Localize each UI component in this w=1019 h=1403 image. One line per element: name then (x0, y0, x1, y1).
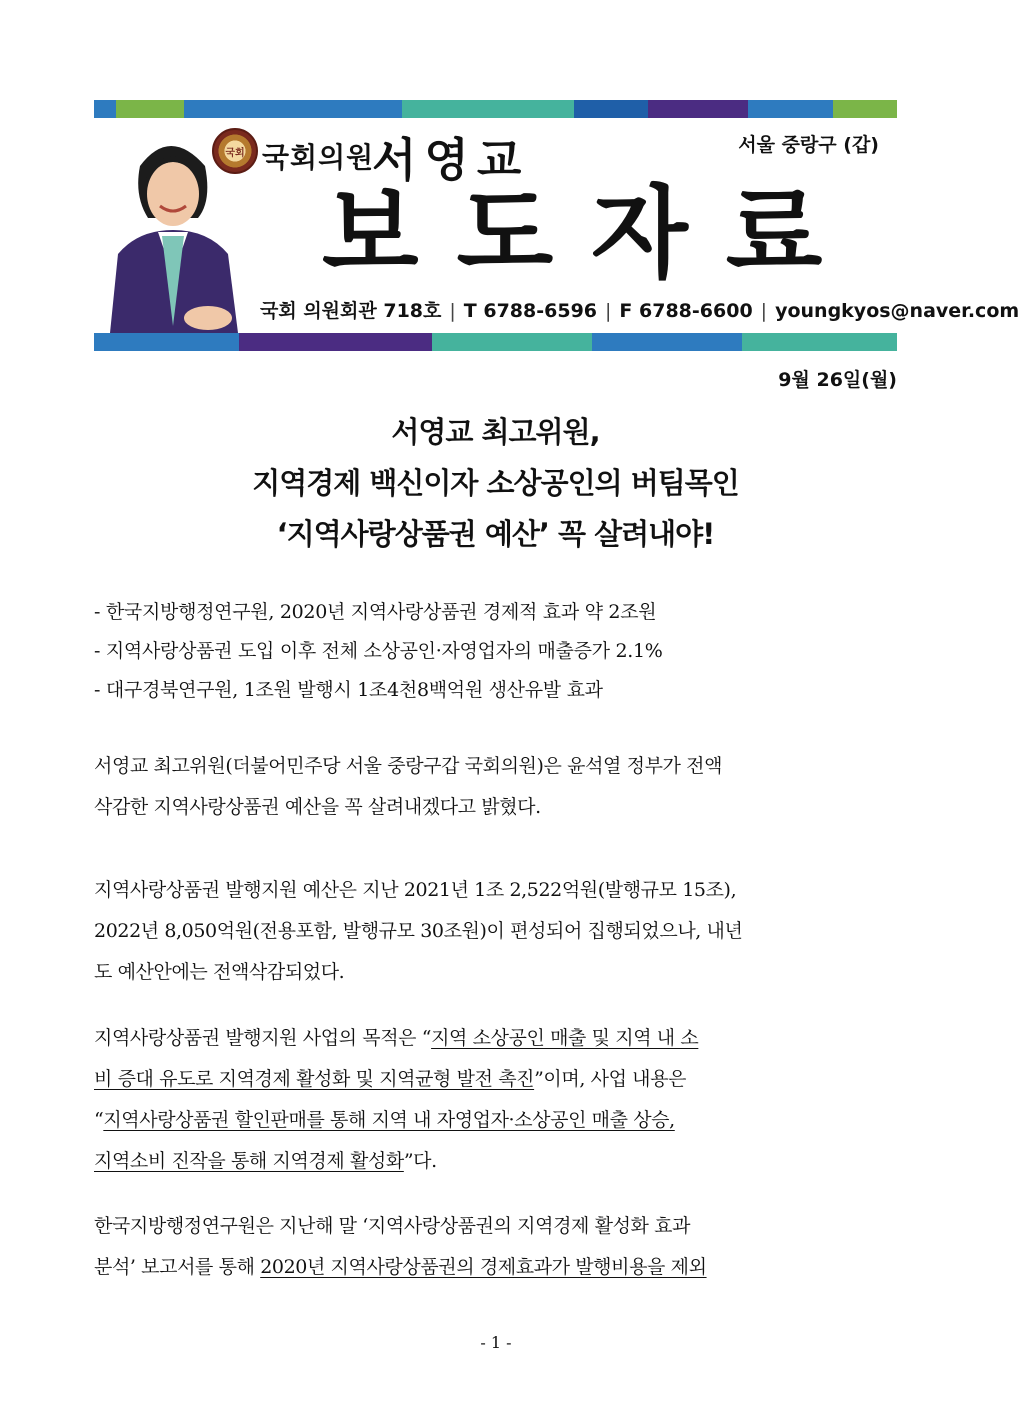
headline-line-2: 지역경제 백신이자 소상공인의 버팀목인 (252, 466, 739, 500)
paragraph-2 (94, 870, 897, 993)
bullet-item: - 한국지방행정연구원, 2020년 지역사랑상품권 경제적 효과 약 2조원 (94, 601, 657, 623)
separator: | (760, 300, 768, 322)
text-segment: “ (94, 1109, 104, 1131)
underlined-segment: 2020년 지역사랑상품권의 경제효과가 발행비용을 제외 (260, 1256, 707, 1278)
text-segment: 분석’ 보고서를 통해 (94, 1256, 261, 1278)
paragraph-line (94, 1141, 897, 1182)
email: youngkyos@naver.com (775, 300, 1019, 322)
member-label: 국회의원 (262, 141, 375, 174)
bullet-item: - 지역사랑상품권 도입 이후 전체 소상공인·자영업자의 매출증가 2.1% (94, 640, 663, 662)
press-release-title: 보도자료 (322, 175, 861, 292)
page-number: - 1 - (480, 1333, 512, 1352)
paragraph-line: 지역사랑상품권 발행지원 예산은 지난 2021년 1조 2,522억원(발행규모 15조), (94, 879, 737, 901)
headline-line-3: ‘지역사랑상품권 예산’ 꼭 살려내야! (276, 517, 715, 551)
office-address: 국회 의원회관 718호 (260, 300, 442, 322)
paragraph-line (94, 1247, 897, 1288)
paragraph-line (94, 1100, 897, 1141)
underlined-segment: 비 증대 유도로 지역경제 활성화 및 지역균형 발전 촉진 (94, 1068, 535, 1090)
paragraph-line: 서영교 최고위원(더불어민주당 서울 중랑구갑 국회의원)은 윤석열 정부가 전액 (94, 755, 723, 777)
bullet-item: - 대구경북연구원, 1조원 발행시 1조4천8백억원 생산유발 효과 (94, 679, 603, 701)
separator: | (449, 300, 456, 322)
separator: | (605, 300, 612, 322)
text-segment: 지역사랑상품권 발행지원 사업의 목적은 “ (94, 1027, 432, 1049)
emblem-text: 국회 (225, 147, 245, 159)
text-segment: ”이며, 사업 내용은 (534, 1068, 687, 1090)
fax: F 6788-6600 (619, 300, 753, 322)
text-segment: ”다. (403, 1150, 437, 1172)
paragraph-line (94, 1059, 897, 1100)
paragraph-line: 도 예산안에는 전액삭감되었다. (94, 961, 345, 983)
header-top-stripe (94, 100, 897, 118)
underlined-segment: 지역 소상공인 매출 및 지역 내 소 (431, 1027, 699, 1049)
contact-line (260, 296, 1019, 323)
member-name: 서영교 (372, 133, 530, 187)
underlined-segment: 지역사랑상품권 할인판매를 통해 지역 내 자영업자·소상공인 매출 상승, (103, 1109, 675, 1131)
paragraph-line: 2022년 8,050억원(전용포함, 발행규모 30조원)이 편성되어 집행되었으나, 내년 (94, 920, 743, 942)
national-assembly-emblem-icon (212, 128, 258, 174)
header-bottom-stripe (94, 333, 897, 351)
paragraph-1 (94, 746, 897, 828)
paragraph-line (94, 1018, 897, 1059)
headline-line-1: 서영교 최고위원, (391, 415, 600, 449)
paragraph-4 (94, 1206, 897, 1288)
paragraph-3 (94, 1018, 897, 1182)
district-label: 서울 중랑구 (갑) (738, 134, 879, 156)
telephone: T 6788-6596 (463, 300, 598, 322)
release-date: 9월 26일(월) (778, 369, 897, 391)
paragraph-line: 한국지방행정연구원은 지난해 말 ‘지역사랑상품권의 지역경제 활성화 효과 (94, 1215, 691, 1237)
paragraph-line: 삭감한 지역사랑상품권 예산을 꼭 살려내겠다고 밝혔다. (94, 796, 541, 818)
press-header (94, 118, 1019, 333)
summary-bullets (94, 593, 897, 710)
underlined-segment: 지역소비 진작을 통해 지역경제 활성화 (94, 1150, 404, 1172)
